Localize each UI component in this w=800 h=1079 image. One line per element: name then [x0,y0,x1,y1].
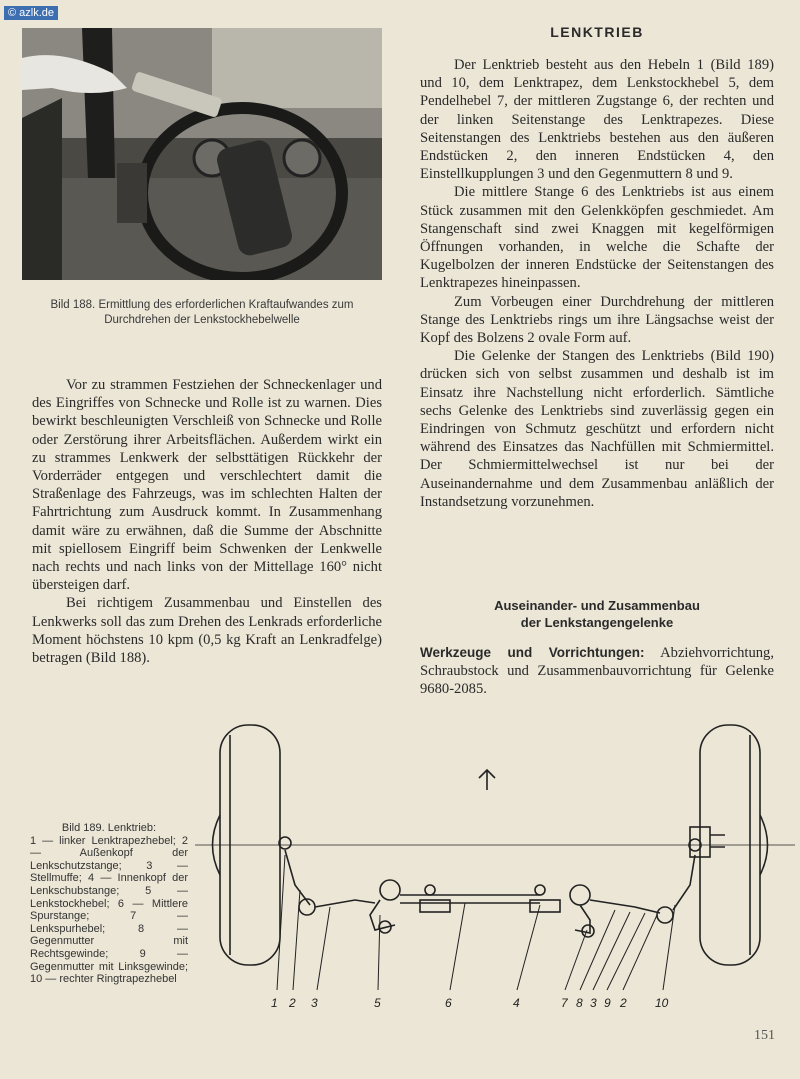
diagram-label: 4 [513,996,520,1010]
diagram-label: 10 [655,996,669,1010]
subheading-line: der Lenkstangengelenke [520,615,674,630]
diagram-label: 3 [590,996,597,1010]
caption-body: 1 — linker Lenktrapezhebel; 2 — Außenkopf der Lenkschutzstange; 3 — Stellmuffe; 4 — Innenkopf der Lenkschubstange; 5 — Lenkstockhebel; 6 — Mittlere Spurstange; 7 — Lenkspurhebel; 8 — Gegenmutter mit Rechtsgewinde; 9 — Gegenmutter mit Linksgewinde; 10 — rechter Ringtrapezhebel [30,834,188,986]
diagram-label: 9 [604,996,611,1010]
figure-189-steering-linkage [195,715,795,1015]
tools-text: Abziehvorrichtung, Schraubstock und Zusammenbauvorrichtung für Gelenke 9680-2085. [420,645,774,698]
diagram-label: 1 [271,996,278,1010]
tools-paragraph [420,644,774,699]
subheading [420,597,774,631]
diagram-label: 2 [620,996,627,1010]
photo-steering-wheel-measurement [22,28,382,280]
paragraph: Bei richtigem Zusammenbau und Einstellen des Lenkwerks soll das zum Drehen des Lenkrads erforderliche Moment höchstens 10 kpm (0,5 kg Kraft an Lenkradfelge) betragen (Bild 188). [32,595,382,667]
right-column-text [420,56,774,511]
section-title: LENKTRIEB [550,24,644,40]
tools-label: Werkzeuge und Vorrichtungen: [420,645,645,660]
diagram-label: 5 [374,996,381,1010]
paragraph: Die mittlere Stange 6 des Lenktriebs ist aus einem Stück zusammen mit den Gelenkköpfen geschmiedet. Am Stangenschaft sind zwei Knaggen mit kegelförmigen Öffnungen vorhanden, in welche die Schafte der Kugelbolzen der inneren Endstücke der Seitenstangen des Lenktrapezes hineinpassen. [420,184,774,292]
diagram-label: 2 [289,996,296,1010]
diagram-label: 3 [311,996,318,1010]
diagram-label: 7 [561,996,568,1010]
figure-189-caption [30,822,188,986]
diagram-label: 6 [445,996,452,1010]
site-watermark: © azlk.de [4,6,58,20]
left-column-text [32,376,382,667]
caption-head: Bild 189. Lenktrieb: [61,822,157,834]
paragraph: Die Gelenke der Stangen des Lenktriebs (Bild 190) drücken sich von selbst zusammen und deshalb ist im Einsatz ihre Nachstellung nicht erforderlich. Sämtliche sechs Gelenke des Lenktriebs sind zuverlässig gegen ein Eindringen von Schmutz geschützt und erfordern nicht während des Einsatzes das Nachfüllen mit Schmiermittel. Der Schmiermittelwechsel ist nur bei der Auseinandernahme und dem Zusammenbau anläßlich der Instandsetzung vorzunehmen. [420,348,774,510]
paragraph: Der Lenktrieb besteht aus den Hebeln 1 (Bild 189) und 10, dem Lenktrapez, dem Lenkstockhebel 5, dem Pendelhebel 7, der mittleren Zugstange 6, der rechten und der linken Seitenstange des Lenktrapezes. Diese Seitenstangen des Lenktriebs bestehen aus den äußeren Endstücken 2, den inneren Endstücken 4, den Einstellkupplungen 3 und den Gegenmuttern 8 und 9. [420,57,774,183]
paragraph: Zum Vorbeugen einer Durchdrehung der mittleren Stange des Lenktriebs rings um ihre Längsachse weist der Kopf des Bolzens 2 ovale Form auf. [420,293,774,347]
paragraph: Vor zu strammen Festziehen der Schneckenlager und des Eingriffes von Schnecke und Rolle ist zu warnen. Dies bewirkt beschleunigten Verschleiß von Schnecke und Rolle oder Zerstörung ihrer Arbeitsflächen. Außerdem wirkt ein zu strammes Lenkwerk der selbsttätigen Rückkehr der Vorderräder entgegen und verschlechtert damit die Straßenlage des Fahrzeugs, was im schlechten Halten der Fahrtrichtung zum Ausdruck kommt. In Zusammenhang damit wäre zu erwähnen, daß die Summe der Abschnitte mit spiellosem Eingriff beim Schwenken der Lenkwelle nach rechts und nach links von der Mittellage 160° nicht übersteigen darf. [32,377,382,594]
page-number: 151 [754,1028,775,1043]
figure-188-caption: Bild 188. Ermittlung des erforderlichen Kraftaufwandes zum Durchdrehen der Lenkstockhebelwelle [50,299,354,326]
subheading-line: Auseinander- und Zusammenbau [494,598,700,613]
diagram-label: 8 [576,996,583,1010]
